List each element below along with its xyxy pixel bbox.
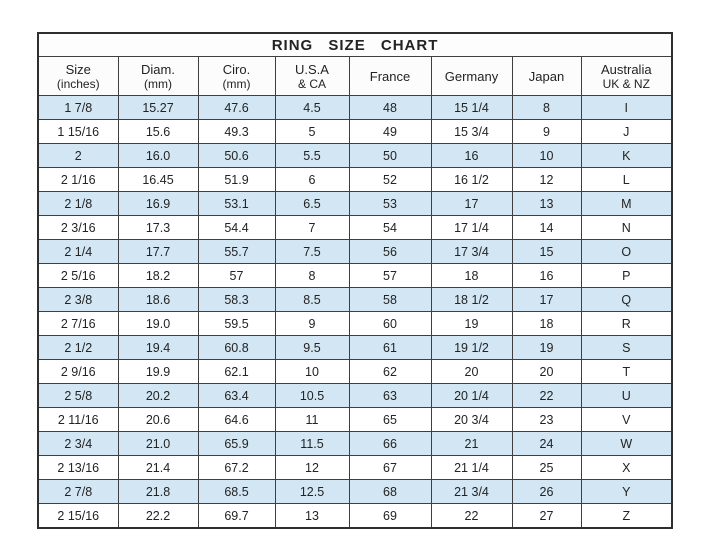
table-row xyxy=(38,168,672,192)
cell: 2 9/16 xyxy=(38,360,118,384)
cell: P xyxy=(581,264,672,288)
cell: 14 xyxy=(512,216,581,240)
column-header-u-s-a xyxy=(275,57,349,96)
column-label: Diam. xyxy=(141,61,175,77)
cell: 54.4 xyxy=(198,216,275,240)
cell: 17 xyxy=(431,192,512,216)
cell: K xyxy=(581,144,672,168)
cell: 21 1/4 xyxy=(431,456,512,480)
ring-size-table xyxy=(37,32,673,529)
cell: 5 xyxy=(275,120,349,144)
table-row xyxy=(38,480,672,504)
cell: 19 xyxy=(431,312,512,336)
cell: 2 xyxy=(38,144,118,168)
cell: 20 xyxy=(512,360,581,384)
cell: 60 xyxy=(349,312,431,336)
column-label: Size xyxy=(65,61,91,77)
cell: 6 xyxy=(275,168,349,192)
cell: 49 xyxy=(349,120,431,144)
cell: 20.2 xyxy=(118,384,198,408)
cell: 18 xyxy=(512,312,581,336)
table-row xyxy=(38,96,672,120)
cell: 2 15/16 xyxy=(38,504,118,529)
cell: 19.0 xyxy=(118,312,198,336)
cell: 20 3/4 xyxy=(431,408,512,432)
cell: 20.6 xyxy=(118,408,198,432)
cell: 7 xyxy=(275,216,349,240)
cell: 9.5 xyxy=(275,336,349,360)
cell: 9 xyxy=(275,312,349,336)
cell: 2 1/8 xyxy=(38,192,118,216)
column-sublabel: (inches) xyxy=(56,76,100,91)
cell: 10 xyxy=(275,360,349,384)
cell: 51.9 xyxy=(198,168,275,192)
cell: 2 3/4 xyxy=(38,432,118,456)
cell: 17 xyxy=(512,288,581,312)
column-header-australia xyxy=(581,57,672,96)
cell: 2 3/8 xyxy=(38,288,118,312)
cell: Y xyxy=(581,480,672,504)
cell: 52 xyxy=(349,168,431,192)
cell: 13 xyxy=(275,504,349,529)
cell: 53 xyxy=(349,192,431,216)
cell: 68 xyxy=(349,480,431,504)
cell: 11 xyxy=(275,408,349,432)
cell: 2 7/16 xyxy=(38,312,118,336)
cell: 16 xyxy=(431,144,512,168)
column-label: France xyxy=(369,68,411,84)
cell: 2 11/16 xyxy=(38,408,118,432)
cell: 20 xyxy=(431,360,512,384)
cell: 10 xyxy=(512,144,581,168)
cell: J xyxy=(581,120,672,144)
cell: 69 xyxy=(349,504,431,529)
cell: 9 xyxy=(512,120,581,144)
cell: 21.0 xyxy=(118,432,198,456)
column-label: Ciro. xyxy=(222,61,251,77)
column-sublabel: & CA xyxy=(297,76,326,91)
cell: 15 xyxy=(512,240,581,264)
cell: 2 5/16 xyxy=(38,264,118,288)
table-row xyxy=(38,432,672,456)
column-header-france xyxy=(349,57,431,96)
cell: 11.5 xyxy=(275,432,349,456)
cell: 66 xyxy=(349,432,431,456)
cell: 57 xyxy=(349,264,431,288)
cell: 15 3/4 xyxy=(431,120,512,144)
cell: 2 7/8 xyxy=(38,480,118,504)
cell: W xyxy=(581,432,672,456)
column-header-diam- xyxy=(118,57,198,96)
cell: 62.1 xyxy=(198,360,275,384)
cell: R xyxy=(581,312,672,336)
cell: 18.2 xyxy=(118,264,198,288)
column-sublabel: (mm) xyxy=(144,76,172,91)
cell: 19 1/2 xyxy=(431,336,512,360)
cell: 61 xyxy=(349,336,431,360)
ring-size-chart xyxy=(37,32,671,523)
column-header-japan xyxy=(512,57,581,96)
cell: 15.6 xyxy=(118,120,198,144)
cell: 65 xyxy=(349,408,431,432)
cell: 24 xyxy=(512,432,581,456)
cell: Z xyxy=(581,504,672,529)
table-row xyxy=(38,312,672,336)
cell: 21 xyxy=(431,432,512,456)
cell: 19.4 xyxy=(118,336,198,360)
cell: 7.5 xyxy=(275,240,349,264)
cell: 18.6 xyxy=(118,288,198,312)
cell: 13 xyxy=(512,192,581,216)
cell: 58 xyxy=(349,288,431,312)
table-row xyxy=(38,288,672,312)
cell: 10.5 xyxy=(275,384,349,408)
table-row xyxy=(38,384,672,408)
column-header-row xyxy=(38,57,672,96)
cell: V xyxy=(581,408,672,432)
cell: 63.4 xyxy=(198,384,275,408)
cell: 60.8 xyxy=(198,336,275,360)
cell: 22.2 xyxy=(118,504,198,529)
cell: 56 xyxy=(349,240,431,264)
cell: 8 xyxy=(512,96,581,120)
cell: O xyxy=(581,240,672,264)
table-row xyxy=(38,504,672,529)
cell: 1 7/8 xyxy=(38,96,118,120)
cell: 16.9 xyxy=(118,192,198,216)
cell: 58.3 xyxy=(198,288,275,312)
table-row xyxy=(38,216,672,240)
table-row xyxy=(38,336,672,360)
cell: 16.0 xyxy=(118,144,198,168)
cell: 67 xyxy=(349,456,431,480)
cell: 17 1/4 xyxy=(431,216,512,240)
table-row xyxy=(38,144,672,168)
cell: 15 1/4 xyxy=(431,96,512,120)
cell: X xyxy=(581,456,672,480)
table-row xyxy=(38,240,672,264)
cell: 2 1/2 xyxy=(38,336,118,360)
cell: 8 xyxy=(275,264,349,288)
column-label: U.S.A xyxy=(295,61,329,77)
title-row xyxy=(38,33,672,57)
column-label: Germany xyxy=(444,68,499,84)
table-row xyxy=(38,408,672,432)
cell: 21 3/4 xyxy=(431,480,512,504)
cell: 12 xyxy=(512,168,581,192)
cell: 49.3 xyxy=(198,120,275,144)
cell: 1 15/16 xyxy=(38,120,118,144)
cell: 12 xyxy=(275,456,349,480)
column-header-ciro- xyxy=(198,57,275,96)
cell: 47.6 xyxy=(198,96,275,120)
cell: 15.27 xyxy=(118,96,198,120)
table-row xyxy=(38,264,672,288)
cell: 16 xyxy=(512,264,581,288)
cell: 26 xyxy=(512,480,581,504)
cell: 27 xyxy=(512,504,581,529)
cell: 18 1/2 xyxy=(431,288,512,312)
cell: 50.6 xyxy=(198,144,275,168)
cell: 69.7 xyxy=(198,504,275,529)
cell: T xyxy=(581,360,672,384)
cell: 17 3/4 xyxy=(431,240,512,264)
cell: 8.5 xyxy=(275,288,349,312)
cell: 16 1/2 xyxy=(431,168,512,192)
cell: 17.7 xyxy=(118,240,198,264)
cell: 25 xyxy=(512,456,581,480)
cell: Q xyxy=(581,288,672,312)
table-row xyxy=(38,120,672,144)
column-sublabel: UK & NZ xyxy=(602,76,650,91)
cell: 50 xyxy=(349,144,431,168)
cell: 19 xyxy=(512,336,581,360)
cell: 23 xyxy=(512,408,581,432)
cell: 5.5 xyxy=(275,144,349,168)
cell: 22 xyxy=(512,384,581,408)
column-sublabel: (mm) xyxy=(222,76,251,91)
column-header-germany xyxy=(431,57,512,96)
cell: 2 5/8 xyxy=(38,384,118,408)
cell: 18 xyxy=(431,264,512,288)
cell: 64.6 xyxy=(198,408,275,432)
cell: 2 1/4 xyxy=(38,240,118,264)
cell: 12.5 xyxy=(275,480,349,504)
cell: 68.5 xyxy=(198,480,275,504)
column-label: Japan xyxy=(528,68,565,84)
cell: U xyxy=(581,384,672,408)
cell: I xyxy=(581,96,672,120)
column-label: Australia xyxy=(600,61,652,77)
cell: 2 3/16 xyxy=(38,216,118,240)
cell: 4.5 xyxy=(275,96,349,120)
cell: 17.3 xyxy=(118,216,198,240)
cell: 65.9 xyxy=(198,432,275,456)
cell: N xyxy=(581,216,672,240)
column-header-size xyxy=(38,57,118,96)
cell: 48 xyxy=(349,96,431,120)
table-row xyxy=(38,360,672,384)
cell: 53.1 xyxy=(198,192,275,216)
cell: 63 xyxy=(349,384,431,408)
cell: 2 1/16 xyxy=(38,168,118,192)
cell: 2 13/16 xyxy=(38,456,118,480)
cell: L xyxy=(581,168,672,192)
cell: M xyxy=(581,192,672,216)
cell: 62 xyxy=(349,360,431,384)
cell: 54 xyxy=(349,216,431,240)
table-row xyxy=(38,456,672,480)
cell: 21.4 xyxy=(118,456,198,480)
cell: 20 1/4 xyxy=(431,384,512,408)
table-title: RING SIZE CHART xyxy=(38,33,672,57)
cell: 57 xyxy=(198,264,275,288)
cell: 67.2 xyxy=(198,456,275,480)
cell: 21.8 xyxy=(118,480,198,504)
cell: 16.45 xyxy=(118,168,198,192)
cell: 22 xyxy=(431,504,512,529)
cell: S xyxy=(581,336,672,360)
cell: 6.5 xyxy=(275,192,349,216)
table-row xyxy=(38,192,672,216)
cell: 19.9 xyxy=(118,360,198,384)
cell: 59.5 xyxy=(198,312,275,336)
cell: 55.7 xyxy=(198,240,275,264)
